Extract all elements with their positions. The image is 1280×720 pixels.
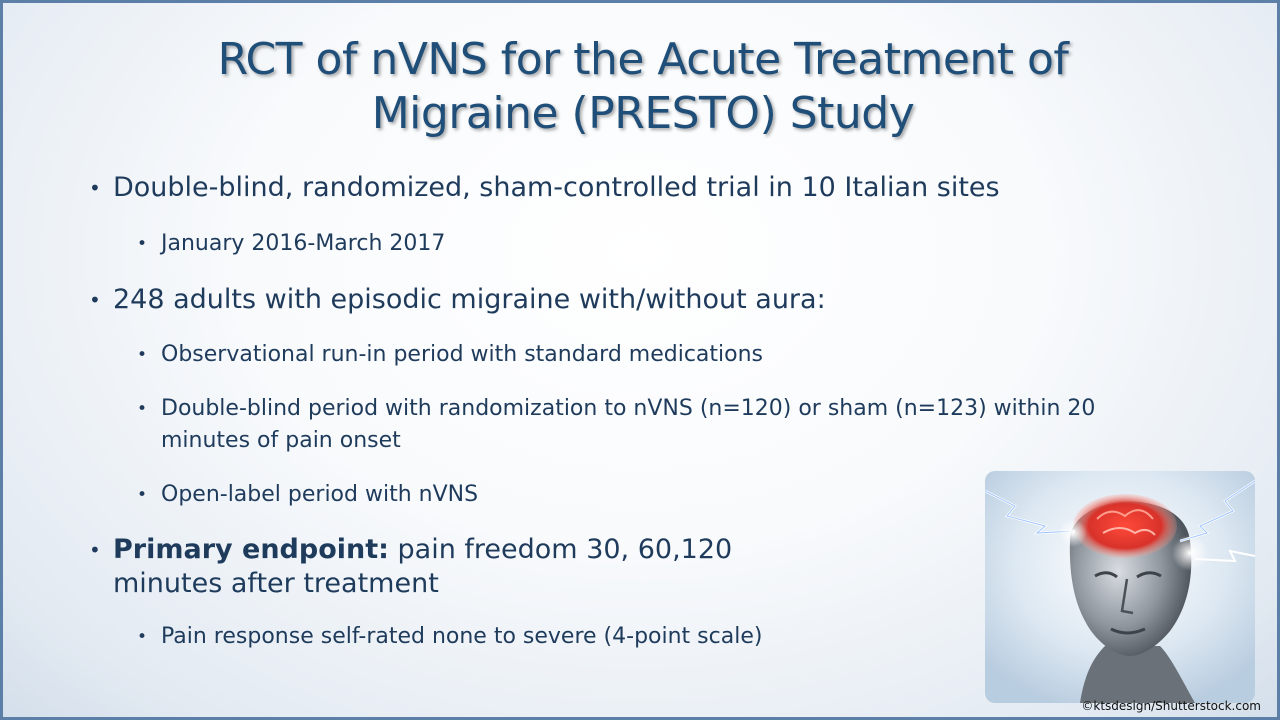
slide-title [93, 33, 1193, 141]
bullet-primary-endpoint [89, 533, 813, 601]
sub-bullet-double-blind [89, 393, 1141, 457]
bullet-text: Double-blind period with randomization to nVNS (n=120) or sham (n=123) within 20 minutes of pain onset [161, 396, 1096, 453]
bullet-dot-icon: • [137, 485, 148, 505]
bullet-text: Open-label period with nVNS [161, 482, 479, 507]
bullet-text: 248 adults with episodic migraine with/without aura: [113, 284, 826, 315]
image-credit: ©ktsdesign/Shutterstock.com [1081, 699, 1261, 713]
bullet-text [113, 534, 732, 599]
bullet-dot-icon: • [89, 288, 101, 312]
bullet-dot-icon: • [137, 627, 148, 647]
bullet-text: Observational run-in period with standard medications [161, 342, 764, 367]
bullet-dot-icon: • [89, 538, 101, 562]
sub-bullet-dates [89, 228, 1149, 260]
sub-bullet-run-in [89, 339, 1149, 371]
bullet-study-design [89, 171, 1149, 205]
bullet-text-rest: pain freedom 30, 60,120 minutes after treatment [113, 534, 733, 599]
bullet-text: Pain response self-rated none to severe (4-point scale) [161, 624, 763, 649]
title-line-2: Migraine (PRESTO) Study [371, 88, 915, 139]
bullet-text: January 2016-March 2017 [161, 231, 446, 256]
bullet-dot-icon: • [89, 176, 101, 200]
bullet-text: Double-blind, randomized, sham-controlled trial in 10 Italian sites [113, 172, 1000, 203]
bullet-dot-icon: • [137, 234, 148, 254]
title-line-1: RCT of nVNS for the Acute Treatment of [217, 34, 1069, 85]
bullet-bold-label: Primary endpoint: [113, 534, 389, 565]
bullet-dot-icon: • [137, 345, 148, 365]
head-lightning-illustration [985, 471, 1255, 703]
bullet-population [89, 283, 1149, 317]
bullet-dot-icon: • [137, 399, 148, 419]
